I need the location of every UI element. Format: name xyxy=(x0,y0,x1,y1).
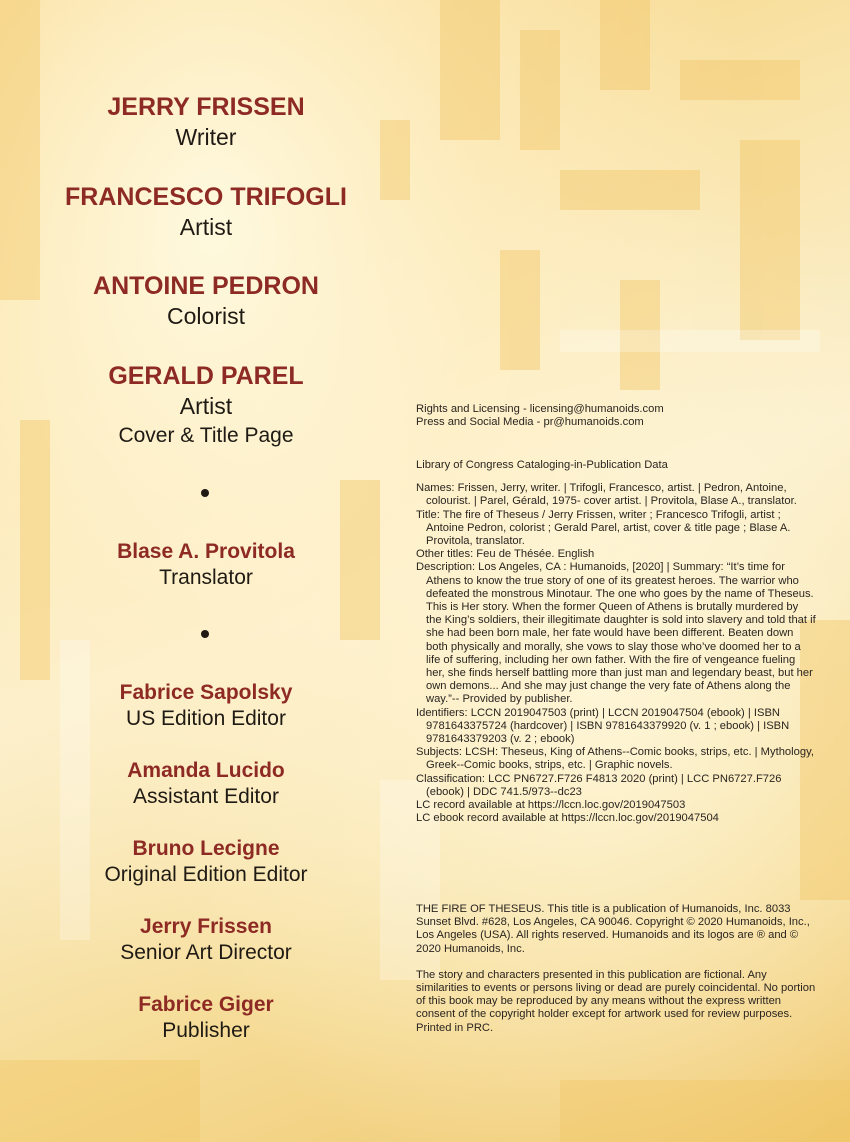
cip-other-titles: Other titles: Feu de Thésée. English xyxy=(416,548,595,561)
bullet-divider xyxy=(201,630,209,638)
copyright-text: . This title is a publication of Humanoids, Inc. 8033 Sunset Blvd. #628, Los Angeles, CA 90046. Copyright © 2020 Humanoids, Inc., Los Angeles (USA). All rights reserved. Humanoids and its logos are ® and © 2020 Humanoids, Inc. xyxy=(416,903,810,955)
press-contact: Press and Social Media - pr@humanoids.com xyxy=(416,416,644,429)
credit-role: Senior Art Director xyxy=(120,941,292,964)
bullet-divider xyxy=(201,489,209,497)
cip-data-block xyxy=(416,459,816,825)
cip-lc-ebook-record: LC ebook record available at https://lccn.loc.gov/2019047504 xyxy=(416,812,719,825)
cip-identifiers: Identifiers: LCCN 2019047503 (print) | LCCN 2019047504 (ebook) | ISBN 9781643375724 (hardcover) | ISBN 9781643379920 (v. 1 ; ebook) | ISBN 9781643379203 (v. 2 ; ebook) xyxy=(416,706,790,746)
disclaimer-paragraph: The story and characters presented in this publication are fictional. Any similarities to events or persons living or dead are purely coincidental. No portion of this book may be reproduced by any means without the express written consent of the copyright holder except for artwork used for review purposes. Printed in PRC. xyxy=(416,968,816,1034)
credit-role: Assistant Editor xyxy=(133,785,279,808)
cip-lc-record: LC record available at https://lccn.loc.gov/2019047503 xyxy=(416,799,686,812)
credit-translator xyxy=(0,539,412,591)
credit-name: Fabrice Giger xyxy=(138,993,274,1016)
credit-name: GERALD PAREL xyxy=(108,362,304,390)
credit-role: Original Edition Editor xyxy=(104,863,308,886)
credit-role: Colorist xyxy=(167,303,245,329)
credit-name: Fabrice Sapolsky xyxy=(119,681,293,704)
credit-assistant-editor xyxy=(0,758,412,810)
credit-role: Writer xyxy=(175,124,237,150)
credit-role: Artist xyxy=(179,214,233,240)
cip-names: Names: Frissen, Jerry, writer. | Trifogli, Francesco, artist. | Pedron, Antoine, colourist. | Parel, Gérald, 1975- cover artist. | Provitola, Blase A., translator. xyxy=(416,482,797,508)
credit-role: Publisher xyxy=(162,1019,250,1042)
credit-artist xyxy=(0,182,412,242)
credit-role-secondary: Cover & Title Page xyxy=(118,424,294,447)
credit-original-editor xyxy=(0,836,412,888)
credit-role: Artist xyxy=(179,393,233,419)
cip-title: Title: The fire of Theseus / Jerry Frissen, writer ; Francesco Trifogli, artist ; Antoine Pedron, colorist ; Gerald Parel, artist, cover & title page ; Blase A. Provitola, translator. xyxy=(416,508,791,548)
credit-name: FRANCESCO TRIFOGLI xyxy=(65,183,347,211)
book-title-caps: THE FIRE OF THESEUS xyxy=(416,903,542,915)
credit-name: Jerry Frissen xyxy=(140,915,272,938)
rights-contact: Rights and Licensing - licensing@humanoids.com xyxy=(416,403,664,415)
credit-name: Bruno Lecigne xyxy=(132,837,280,860)
credit-cover-artist xyxy=(0,361,412,451)
credit-writer xyxy=(0,92,412,152)
cip-description: Description: Los Angeles, CA : Humanoids, [2020] | Summary: “It’s time for Athens to know the true story of one of its greatest heroes. The warrior who defeated the monstrous Minotaur. The one who goes by the name of Theseus. This is Her story. When the former Queen of Athens is brutally murdered by the King’s soldiers, their illegitimate daughter is sold into slavery and told that if she had been born male, her fate would have been different. Beaten down both physically and morally, she vows to slay those who’ve doomed her to a life of suffering, including her own father. With the fire of vengeance fueling her, she finds herself battling more than just man and legendary beast, but her own demons... And she may just change the very fate of Athens along the way.”-- Provided by publisher. xyxy=(416,561,816,706)
copyright-paragraph xyxy=(416,903,816,956)
cip-subjects: Subjects: LCSH: Theseus, King of Athens--Comic books, strips, etc. | Mythology, Greek--Comic books, strips, etc. | Graphic novels. xyxy=(416,746,814,772)
contact-info xyxy=(416,403,816,429)
publication-notice xyxy=(416,903,816,1035)
credit-name: Amanda Lucido xyxy=(127,759,285,782)
credit-name: JERRY FRISSEN xyxy=(107,93,305,121)
credit-us-editor xyxy=(0,680,412,732)
credit-role: Translator xyxy=(159,566,253,589)
credit-colorist xyxy=(0,271,412,331)
credit-role: US Edition Editor xyxy=(126,707,286,730)
credit-art-director xyxy=(0,914,412,966)
cip-heading: Library of Congress Cataloging-in-Publication Data xyxy=(416,459,668,471)
credit-name: Blase A. Provitola xyxy=(117,540,295,563)
credit-publisher xyxy=(0,992,412,1044)
credit-name: ANTOINE PEDRON xyxy=(93,272,319,300)
cip-classification: Classification: LCC PN6727.F726 F4813 2020 (print) | LCC PN6727.F726 (ebook) | DDC 741.5/973--dc23 xyxy=(416,772,782,798)
